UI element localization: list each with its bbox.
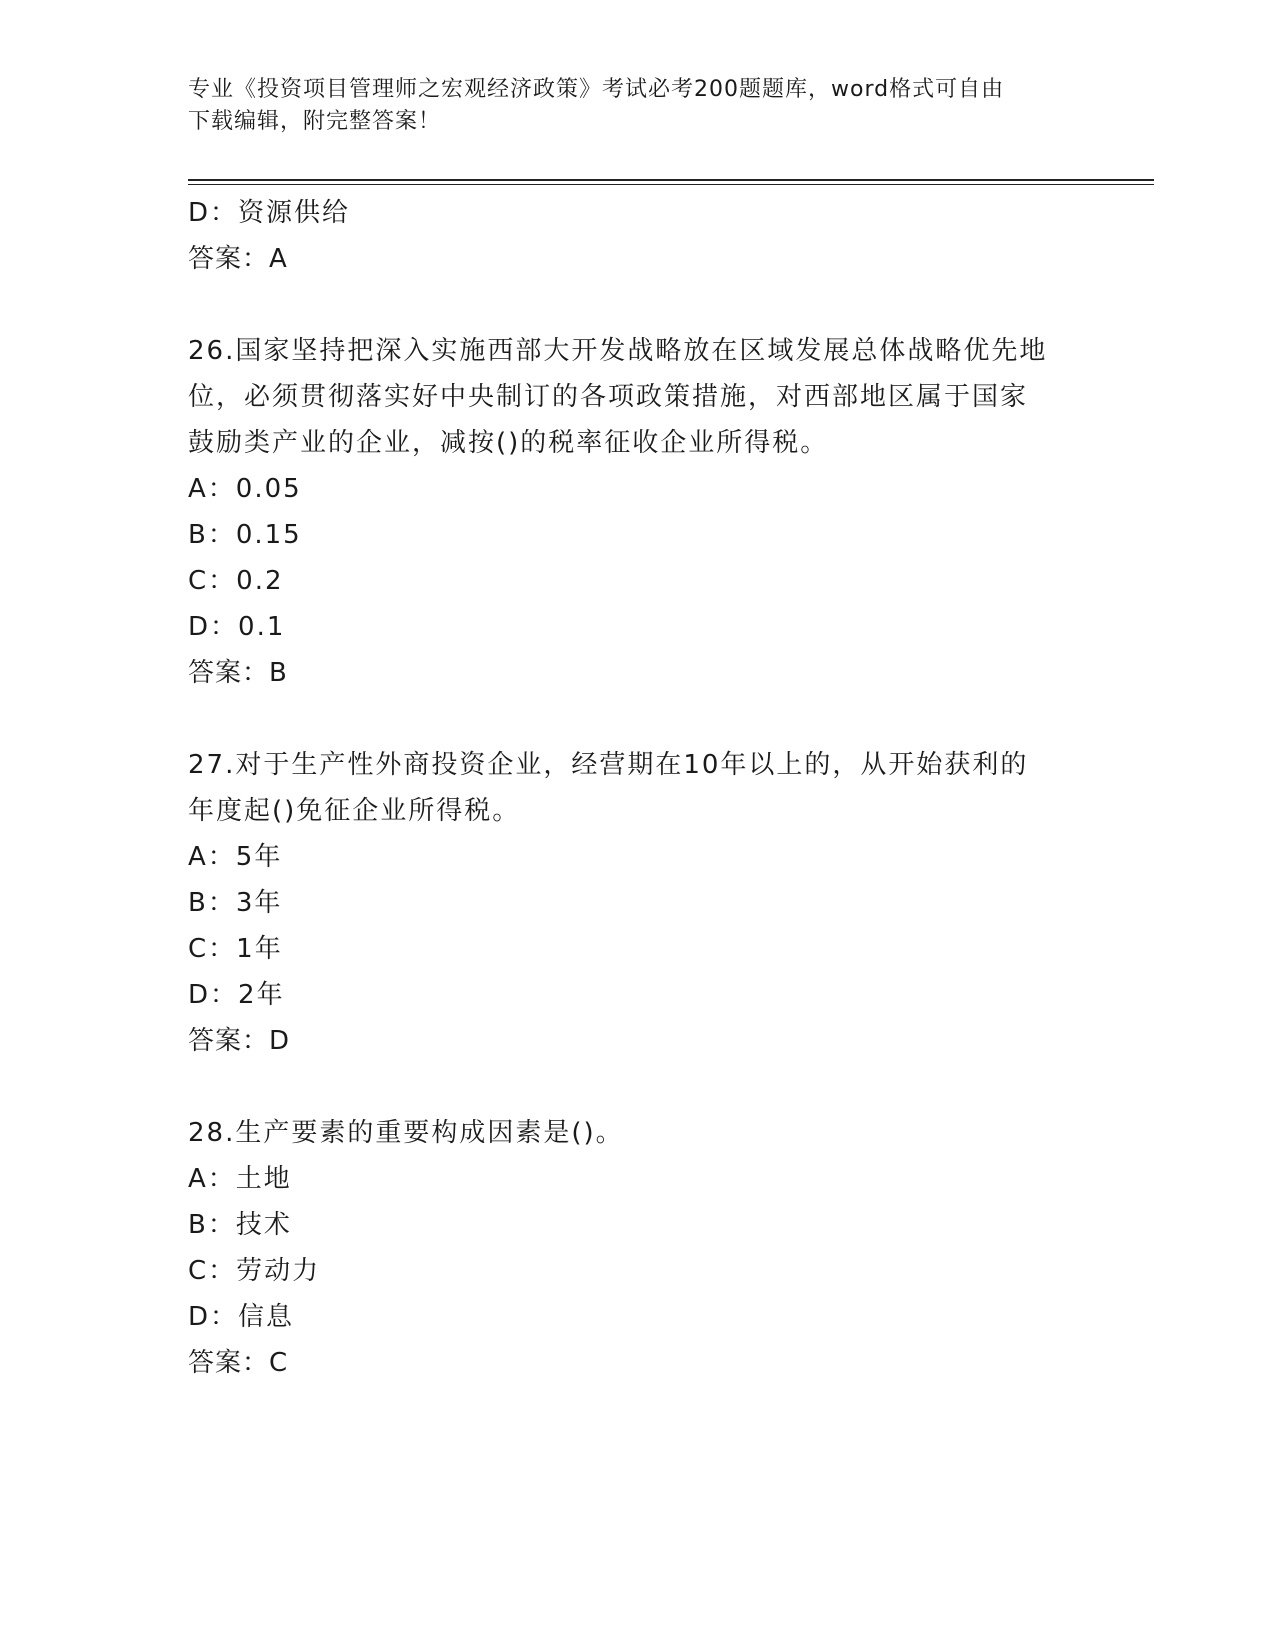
question-27 <box>188 742 1088 1064</box>
question-stem-line: 年度起()免征企业所得税。 <box>188 796 521 826</box>
option-d: D：0.1 <box>188 612 286 642</box>
option-d: D：信息 <box>188 1302 295 1332</box>
question-26 <box>188 328 1088 696</box>
question-stem-line: 27.对于生产性外商投资企业，经营期在10年以上的，从开始获利的 <box>188 750 1029 780</box>
option-b: B：0.15 <box>188 520 302 550</box>
question-25-tail <box>188 190 1088 282</box>
question-28 <box>188 1110 1088 1386</box>
question-stem-line: 鼓励类产业的企业，减按()的税率征收企业所得税。 <box>188 428 829 458</box>
option-d: D：资源供给 <box>188 198 351 228</box>
header-title-line-2: 下载编辑，附完整答案！ <box>188 109 442 134</box>
option-c: C：劳动力 <box>188 1256 321 1286</box>
document-header <box>188 74 1088 138</box>
answer-line: 答案：A <box>188 244 288 274</box>
question-list <box>188 190 1088 1386</box>
option-b: B：3年 <box>188 888 283 918</box>
answer-line: 答案：C <box>188 1348 289 1378</box>
option-c: C：1年 <box>188 934 283 964</box>
question-stem-line: 28.生产要素的重要构成因素是()。 <box>188 1118 624 1148</box>
option-d: D：2年 <box>188 980 285 1010</box>
answer-line: 答案：B <box>188 658 288 688</box>
question-stem-line: 位，必须贯彻落实好中央制订的各项政策措施，对西部地区属于国家 <box>188 382 1029 412</box>
option-b: B：技术 <box>188 1210 292 1240</box>
header-divider-thin <box>188 184 1154 185</box>
spacer <box>188 696 1088 742</box>
spacer <box>188 1064 1088 1110</box>
header-divider-thick <box>188 179 1154 181</box>
option-a: A：5年 <box>188 842 283 872</box>
header-title-line-1: 专业《投资项目管理师之宏观经济政策》考试必考200题题库，word格式可自由 <box>188 77 1005 102</box>
question-stem-line: 26.国家坚持把深入实施西部大开发战略放在区域发展总体战略优先地 <box>188 336 1048 366</box>
option-c: C：0.2 <box>188 566 284 596</box>
option-a: A：土地 <box>188 1164 292 1194</box>
spacer <box>188 282 1088 328</box>
answer-line: 答案：D <box>188 1026 291 1056</box>
option-a: A：0.05 <box>188 474 302 504</box>
